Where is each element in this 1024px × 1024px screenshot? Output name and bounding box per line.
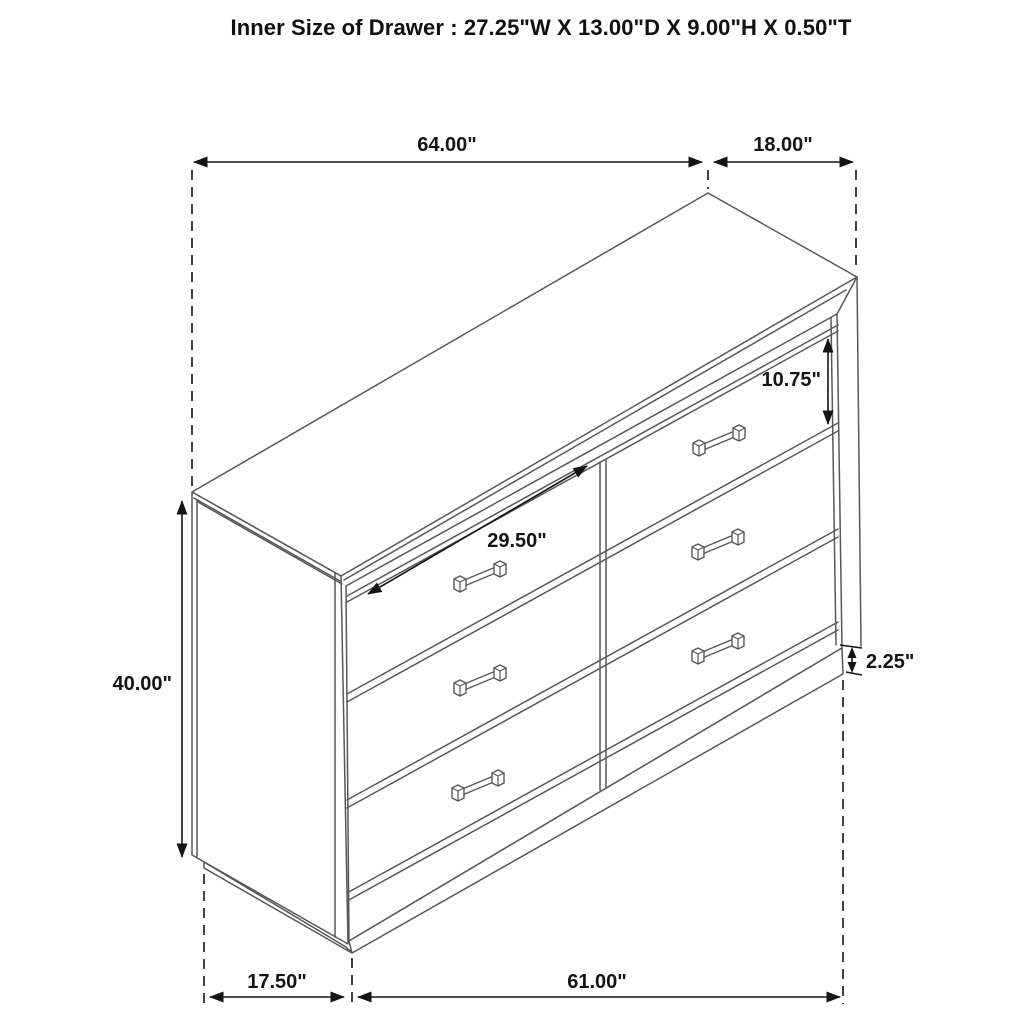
dimension-label-base-height: 2.25" xyxy=(866,651,915,673)
dimension-label-bottom-width: 61.00" xyxy=(567,971,627,993)
dimension-label-bottom-depth: 17.50" xyxy=(247,971,307,993)
diagram-title: Inner Size of Drawer : 27.25"W X 13.00"D X 9.00"H X 0.50"T xyxy=(230,15,852,40)
dresser-drawing xyxy=(192,193,861,953)
dimension-label-top-drawer-height: 10.75" xyxy=(761,369,821,391)
dimension-label-overall-height: 40.00" xyxy=(112,673,172,695)
dimension-label-top-width: 64.00" xyxy=(417,134,477,156)
dimension-label-drawer-diagonal: 29.50" xyxy=(487,530,547,552)
dimension-label-top-depth: 18.00" xyxy=(753,134,813,156)
